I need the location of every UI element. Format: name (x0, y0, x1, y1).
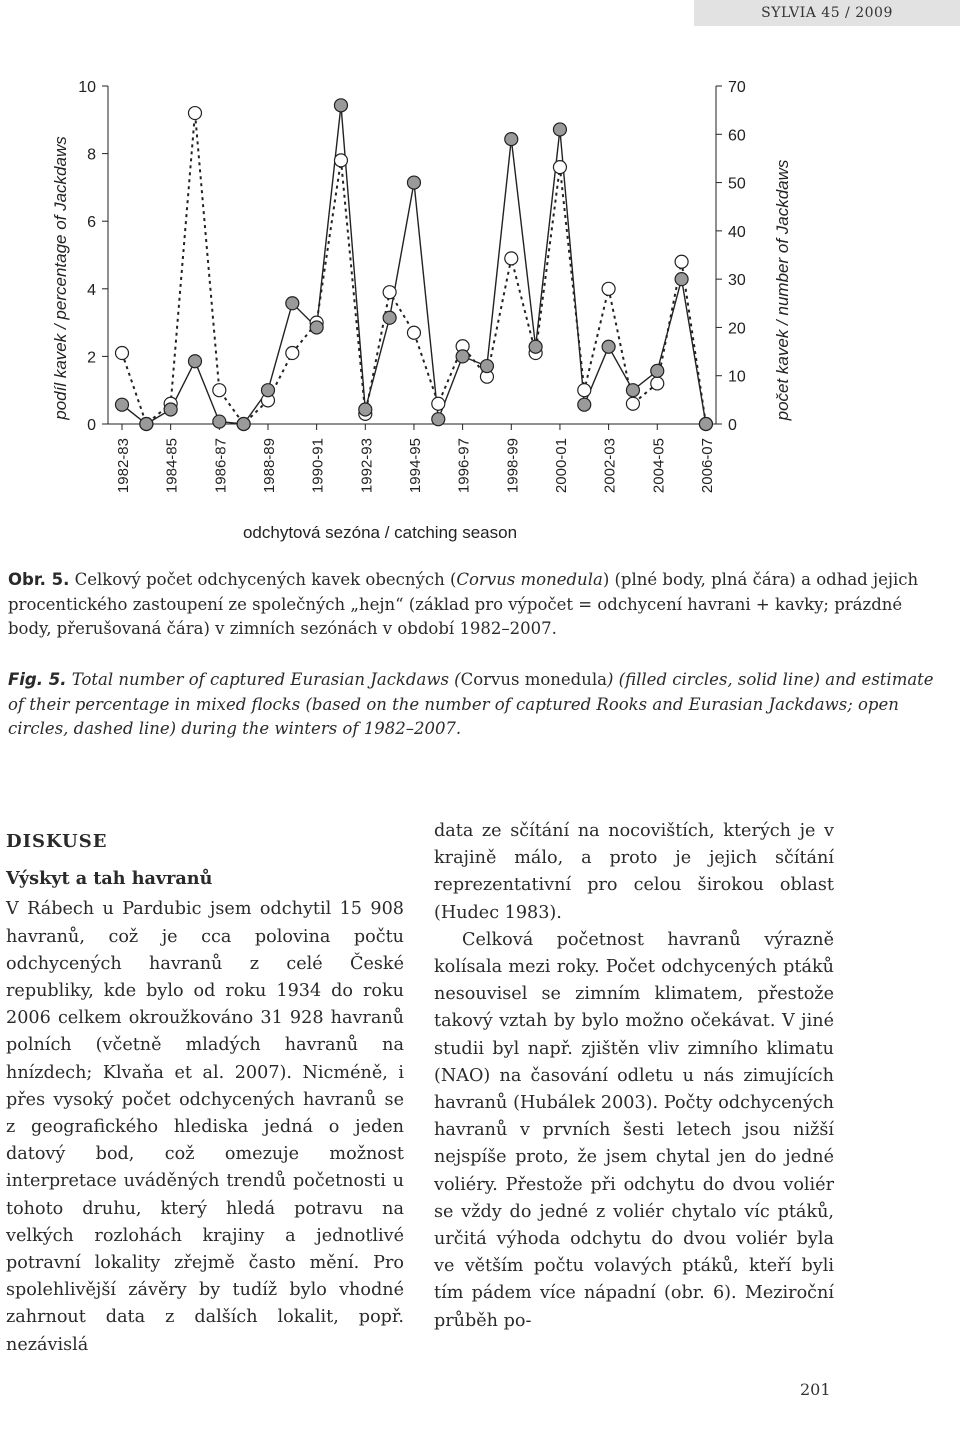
caption-cz-label: Obr. 5. (8, 570, 70, 589)
right-paragraph-2: Celková početnost havranů výrazně kolísala mezi roky. Počet odchycených ptáků nesouvisel se zimním klimatem, přestože takový vztah by bylo možno očekávat. V jiné studii byl např. zjištěn vliv zimního klimatu (NAO) na časování odletu u nás zimujících havranů (Hubálek 2003). Počty odchycených havranů v prvních šesti letech jsou nižší nejspíše proto, že jsem chytal jen do jedné voliéry. Přestože při odchytu do dvou voliér se vždy do jedné z voliér chytalo víc ptáků, určitá výhoda odchytu do dvou voliér byla ve větším počtu volavých ptáků, kteří byli tím pádem více nápadní (obr. 6). Meziroční průběh po- (434, 929, 834, 1331)
caption-en-text-2: ) (filled circles, solid line) and estimate of their percentage in mixed flocks (based on the number of captured Rooks and Eurasian Jackdaws; open circles, dashed line) during the winters of 1982–2007. (8, 670, 934, 738)
series-lines (122, 105, 706, 424)
percentage-point (286, 347, 299, 360)
page-number: 201 (800, 1380, 831, 1399)
percentage-point (553, 161, 566, 174)
x-tick-label: 1992-93 (358, 438, 376, 494)
count-point (699, 418, 712, 431)
x-tick-label: 1998-99 (504, 438, 522, 494)
caption-cz-text-2: ) (plné body, plná čára) a odhad jejich procentického zastoupení ze společných „hejn“ (základ pro výpočet = odchycení havrani + kavky; prázdné body, přerušovaná čára) v zimních sezónách v období 1982–2007. (8, 570, 919, 638)
percentage-point (407, 326, 420, 339)
subsection-title: Výskyt a tah havranů (6, 868, 213, 890)
count-point (334, 99, 347, 112)
caption-en-species: Corvus monedula (460, 670, 607, 689)
x-tick-label: 1996-97 (455, 438, 473, 494)
x-tick-label: 1984-85 (163, 438, 181, 494)
section-title: DISKUSE (6, 831, 108, 852)
right-paragraph-1: data ze sčítání na nocovištích, kterých je v krajině málo, a proto je jejich sčítání reprezentativní pro celou širokou oblast (Hudec 1983). (434, 821, 834, 923)
percentage-point (626, 397, 639, 410)
count-point (359, 403, 372, 416)
count-point (578, 398, 591, 411)
count-point (505, 133, 518, 146)
caption-en-text-1: Total number of captured Eurasian Jackdaws ( (66, 670, 461, 689)
right-tick-label: 30 (728, 272, 746, 290)
jackdaw-chart (0, 30, 960, 560)
percentage-point (432, 397, 445, 410)
x-tick-label: 1986-87 (212, 438, 230, 494)
y-left-axis-label: podíl kavek / percentage of Jackdaws (51, 136, 70, 420)
count-point (286, 297, 299, 310)
x-tick-label: 2006-07 (698, 438, 716, 494)
count-point (237, 418, 250, 431)
count-line (122, 105, 706, 424)
count-point (602, 340, 615, 353)
x-axis-label: odchytová sezóna / catching season (242, 523, 518, 542)
count-point (383, 311, 396, 324)
percentage-point (578, 384, 591, 397)
count-point (432, 413, 445, 426)
count-point (553, 123, 566, 136)
right-tick-label: 40 (728, 223, 746, 241)
figure-caption-en (8, 668, 938, 742)
right-tick-label: 20 (728, 320, 746, 338)
count-point (213, 415, 226, 428)
text-column-right (434, 818, 834, 1335)
x-tick-label: 1982-83 (115, 438, 132, 494)
count-point (188, 355, 201, 368)
percentage-point (116, 347, 129, 360)
count-point (164, 403, 177, 416)
x-tick-label: 2004-05 (650, 438, 668, 494)
count-point (626, 384, 639, 397)
percentage-point (213, 384, 226, 397)
left-tick-label: 0 (87, 417, 96, 434)
x-tick-label: 2000-01 (552, 438, 570, 494)
caption-en-label: Fig. 5. (8, 670, 67, 689)
count-point (140, 418, 153, 431)
right-axis-ticks (716, 79, 746, 434)
x-axis-ticks (115, 424, 716, 493)
count-point (407, 176, 420, 189)
count-point (529, 340, 542, 353)
left-tick-label: 8 (87, 146, 96, 164)
right-tick-label: 0 (728, 417, 737, 434)
percentage-point (505, 252, 518, 265)
left-tick-label: 10 (78, 79, 96, 96)
x-tick-label: 2002-03 (601, 438, 619, 494)
percentage-point (602, 282, 615, 295)
left-paragraph: V Rábech u Pardubic jsem odchytil 15 908 havranů, což je cca polovina počtu odchycených havranů z celé České republiky, kde bylo od roku 1934 do roku 2006 celkem okroužkováno 31 928 havranů polních (včetně mladých havranů na hnízdech; Klvaňa et al. 2007). Nicméně, i přes vysoký počet odchycených havranů se z geografického hlediska jedná o jeden datový bod, což omezuje možnost interpretace uváděných trendů početnosti u tohoto druhu, který hledá potravu na velkých rozlohách krajiny a jednotlivé potravní lokality zřejmě často mění. Pro spolehlivější závěry by tudíž bylo vhodné zahrnout data z dalších lokalit, popř. nezávislá (6, 899, 404, 1355)
count-point (651, 364, 664, 377)
right-tick-label: 10 (728, 368, 746, 386)
percentage-point (334, 154, 347, 167)
figure-caption-cz (8, 568, 938, 642)
y-right-axis-label: počet kavek / number of Jackdaws (773, 159, 792, 421)
count-point (310, 321, 323, 334)
right-tick-label: 60 (728, 127, 746, 145)
right-tick-label: 50 (728, 175, 746, 193)
x-tick-label: 1988-89 (260, 438, 278, 494)
count-point (456, 350, 469, 363)
series-points (116, 99, 713, 431)
caption-cz-species: Corvus monedula (456, 570, 603, 589)
left-tick-label: 6 (87, 214, 96, 232)
x-tick-label: 1994-95 (406, 438, 424, 494)
count-point (116, 398, 129, 411)
journal-header: SYLVIA 45 / 2009 (694, 0, 960, 26)
percentage-point (651, 377, 664, 390)
percentage-point (675, 255, 688, 268)
left-axis-ticks (78, 79, 108, 434)
percentage-line (122, 113, 706, 424)
x-tick-label: 1990-91 (309, 438, 327, 494)
percentage-point (188, 107, 201, 120)
caption-cz-text-1: Celkový počet odchycených kavek obecných ( (69, 570, 457, 589)
left-tick-label: 4 (87, 281, 96, 299)
right-tick-label: 70 (728, 79, 746, 96)
count-point (261, 384, 274, 397)
count-point (480, 360, 493, 373)
percentage-point (383, 286, 396, 299)
count-point (675, 273, 688, 286)
left-tick-label: 2 (87, 349, 96, 367)
text-column-left (6, 824, 404, 1359)
